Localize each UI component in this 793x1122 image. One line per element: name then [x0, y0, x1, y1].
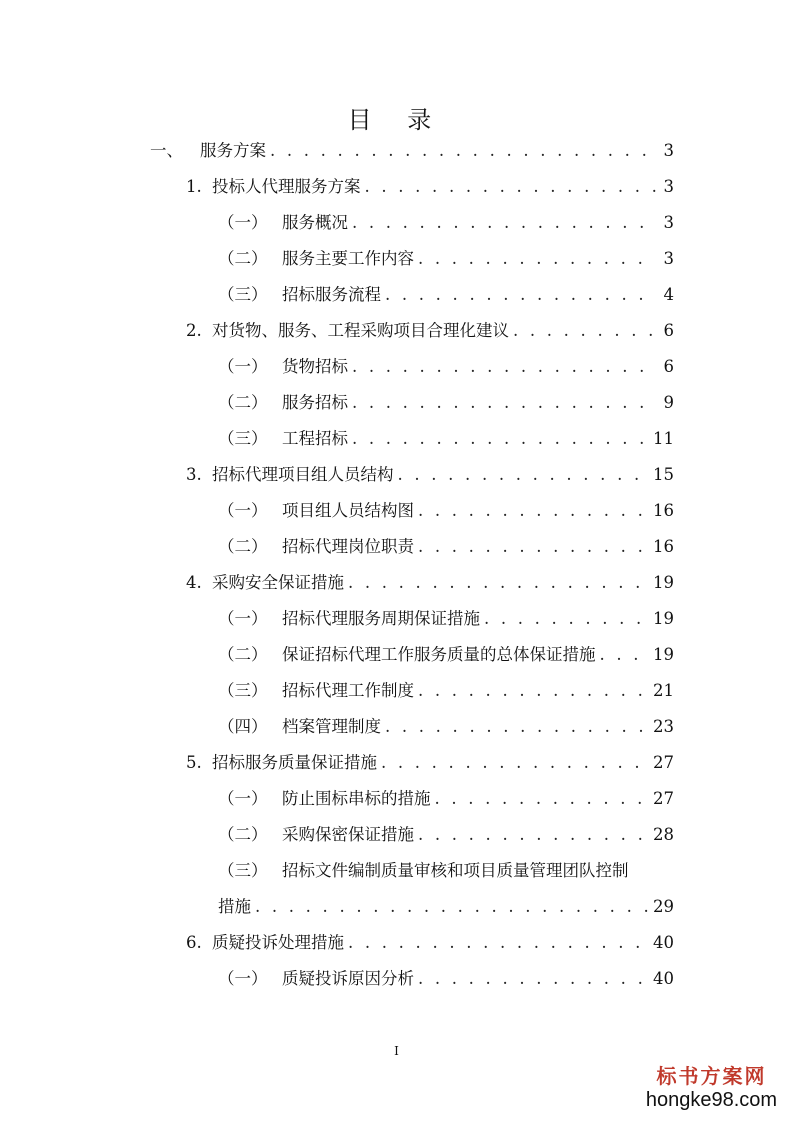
toc-entry-page: 16: [653, 501, 674, 520]
toc-leader-dots: [385, 283, 656, 307]
toc-entry-number: （一）: [218, 789, 268, 808]
toc-entry-number: 4.: [186, 573, 202, 592]
toc-leader-dots: [348, 931, 649, 955]
toc-entry[interactable]: [218, 427, 674, 451]
toc-entry[interactable]: [218, 679, 674, 703]
toc-entry-text: 招标代理工作制度: [282, 681, 414, 700]
toc-leader-dots: [418, 499, 649, 523]
toc-entry-page: 3: [663, 177, 674, 196]
toc-entry-page: 15: [653, 465, 674, 484]
toc-leader-dots: [418, 967, 649, 991]
toc-entry-page: 19: [653, 645, 674, 664]
toc-entry[interactable]: [218, 607, 674, 631]
toc-leader-dots: [270, 139, 656, 163]
toc-entry-text: 档案管理制度: [282, 717, 381, 736]
toc-entry-number: （三）: [218, 861, 268, 880]
toc-entry-number: 1.: [186, 177, 202, 196]
toc-entry-text: 招标服务流程: [282, 285, 381, 304]
watermark-url: hongke98.com: [645, 1089, 778, 1111]
toc-entry-text: 质疑投诉原因分析: [282, 969, 414, 988]
toc-entry-page: 4: [663, 285, 674, 304]
toc-entry-page: 28: [653, 825, 674, 844]
toc-entry[interactable]: [218, 535, 674, 559]
toc-entry[interactable]: [218, 391, 674, 415]
toc-leader-dots: [513, 319, 656, 343]
toc-entry-text: 招标代理项目组人员结构: [212, 465, 394, 484]
watermark-logo: [644, 1064, 779, 1112]
toc-entry-text: 措施: [218, 897, 251, 916]
toc-entry-number: （二）: [218, 645, 268, 664]
toc-entry-text: 防止围标串标的措施: [282, 789, 431, 808]
toc-entry-page: 40: [653, 969, 674, 988]
toc-entry-number: （一）: [218, 609, 268, 628]
toc-leader-dots: [352, 211, 656, 235]
toc-entry-page: 3: [663, 213, 674, 232]
toc-entry-page: 9: [663, 393, 674, 412]
toc-entry[interactable]: [218, 499, 674, 523]
toc-title: 目 录: [347, 106, 446, 134]
toc-entry-page: 19: [653, 609, 674, 628]
toc-entry[interactable]: [186, 175, 674, 199]
toc-leader-dots: [352, 391, 656, 415]
toc-leader-dots: [418, 823, 649, 847]
toc-entry-page: 16: [653, 537, 674, 556]
toc-entry-number: 一、: [150, 141, 183, 160]
toc-leader-dots: [484, 607, 649, 631]
toc-entry-text: 服务主要工作内容: [282, 249, 414, 268]
toc-entry[interactable]: [186, 463, 674, 487]
toc-entry-text: 招标代理岗位职责: [282, 537, 414, 556]
toc-entry-number: 6.: [186, 933, 202, 952]
toc-entry-text: 货物招标: [282, 357, 348, 376]
toc-entry-page: 19: [653, 573, 674, 592]
toc-leader-dots: [385, 715, 649, 739]
toc-entry-number: 5.: [186, 753, 202, 772]
toc-entry-number: （二）: [218, 825, 268, 844]
toc-entry[interactable]: [186, 571, 674, 595]
toc-entry-page: 6: [663, 321, 674, 340]
toc-entry-number: （三）: [218, 285, 268, 304]
toc-entry-text: 工程招标: [282, 429, 348, 448]
toc-leader-dots: [365, 175, 657, 199]
toc-entry[interactable]: [218, 859, 674, 883]
toc-entry-page: 27: [653, 753, 674, 772]
toc-entry-number: （四）: [218, 717, 268, 736]
toc-entry-text: 招标服务质量保证措施: [212, 753, 377, 772]
watermark-brand: 标书方案网: [656, 1064, 767, 1088]
page-number: I: [394, 1044, 399, 1058]
toc-entry[interactable]: [150, 139, 674, 163]
toc-entry[interactable]: [218, 355, 674, 379]
toc-entry-text: 质疑投诉处理措施: [212, 933, 344, 952]
toc-entry-number: （二）: [218, 393, 268, 412]
toc-entry-number: （一）: [218, 213, 268, 232]
toc-entry-text: 服务招标: [282, 393, 348, 412]
toc-leader-dots: [398, 463, 650, 487]
toc-entry-text: 项目组人员结构图: [282, 501, 414, 520]
toc-entry-text: 招标代理服务周期保证措施: [282, 609, 480, 628]
toc-leader-dots: [381, 751, 649, 775]
toc-entry[interactable]: [218, 715, 674, 739]
toc-entry-page: 11: [653, 429, 674, 448]
toc-entry-text: 保证招标代理工作服务质量的总体保证措施: [282, 645, 596, 664]
toc-entry-number: （三）: [218, 681, 268, 700]
toc-entry[interactable]: [218, 211, 674, 235]
toc-entry-number: （三）: [218, 429, 268, 448]
toc-entry-page: 40: [653, 933, 674, 952]
toc-entry-continuation[interactable]: [218, 895, 674, 919]
toc-entry[interactable]: [218, 643, 674, 667]
toc-entry[interactable]: [186, 319, 674, 343]
toc-leader-dots: [352, 355, 656, 379]
toc-entry-number: （一）: [218, 357, 268, 376]
toc-leader-dots: [600, 643, 650, 667]
toc-leader-dots: [435, 787, 650, 811]
toc-leader-dots: [418, 247, 656, 271]
toc-leader-dots: [352, 427, 649, 451]
toc-entry-text: 对货物、服务、工程采购项目合理化建议: [212, 321, 509, 340]
toc-entry-text: 采购保密保证措施: [282, 825, 414, 844]
toc-entry-page: 3: [663, 141, 674, 160]
toc-leader-dots: [255, 895, 649, 919]
toc-entry-text: 服务概况: [282, 213, 348, 232]
toc-entry-page: 29: [653, 897, 674, 916]
toc-entry-number: （一）: [218, 969, 268, 988]
toc-leader-dots: [418, 679, 649, 703]
toc-entry-page: 3: [663, 249, 674, 268]
toc-entry-page: 6: [663, 357, 674, 376]
toc-entry-number: （二）: [218, 249, 268, 268]
toc-leader-dots: [348, 571, 649, 595]
toc-entry-number: 2.: [186, 321, 202, 340]
toc-leader-dots: [418, 535, 649, 559]
toc-entry-text: 服务方案: [200, 141, 266, 160]
toc-entry-number: （二）: [218, 537, 268, 556]
toc-entry-page: 23: [653, 717, 674, 736]
toc-entry-page: 27: [653, 789, 674, 808]
toc-entry[interactable]: [218, 787, 674, 811]
toc-entry[interactable]: [186, 751, 674, 775]
toc-entry[interactable]: [218, 823, 674, 847]
toc-entry-text: 招标文件编制质量审核和项目质量管理团队控制: [282, 861, 629, 880]
toc-entry-text: 投标人代理服务方案: [212, 177, 361, 196]
toc-entry-number: （一）: [218, 501, 268, 520]
toc-entry[interactable]: [218, 283, 674, 307]
toc-entry-page: 21: [653, 681, 674, 700]
toc-entry-text: 采购安全保证措施: [212, 573, 344, 592]
toc-entry[interactable]: [186, 931, 674, 955]
toc-entry[interactable]: [218, 247, 674, 271]
toc-entry-number: 3.: [186, 465, 202, 484]
toc-entry[interactable]: [218, 967, 674, 991]
